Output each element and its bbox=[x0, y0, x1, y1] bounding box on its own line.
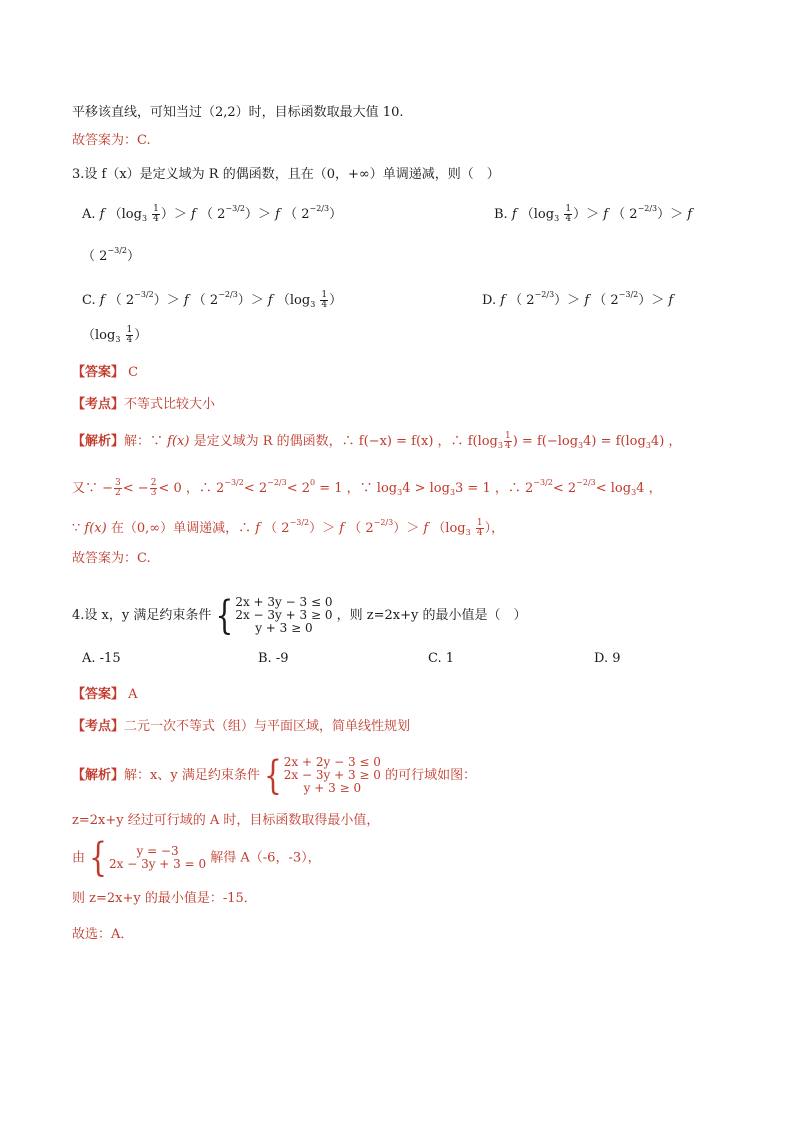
analysis-text: 解得 A（-6，-3）， bbox=[210, 850, 321, 866]
q4-analysis-1: 【解析】解：x、y 满足约束条件 { 2x + 2y − 3 ≤ 0 2x − 3y + 3 ≥ 0 y + 3 ≥ 0 的可行域如图： bbox=[72, 751, 477, 798]
q4-analysis-4: 则 z=2x+y 的最小值是：-15． bbox=[72, 891, 257, 906]
q4-analysis-3: 由 { y = −3 2x − 3y + 3 = 0 解得 A（-6，-3）， bbox=[72, 834, 321, 881]
constraint: 2x + 3y − 3 ≤ 0 bbox=[235, 595, 333, 609]
q4-analysis-5: 故选：A． bbox=[72, 927, 134, 942]
question-text: ，则 z=2x+y 的最小值是（ ） bbox=[336, 608, 527, 623]
constraint: 2x − 3y + 3 ≥ 0 bbox=[283, 768, 381, 782]
analysis-text: 的可行域如图： bbox=[385, 768, 477, 783]
question-4: 4.设 x，y 满足约束条件 { 2x + 3y − 3 ≤ 0 2x − 3y + 3 ≥ 0 y + 3 ≥ 0 ，则 z=2x+y 的最小值是（ ） bbox=[72, 591, 527, 638]
question-text: 4.设 x，y 满足约束条件 bbox=[72, 608, 212, 623]
q4-answer bbox=[72, 686, 138, 704]
analysis-text: 是定义域为 R 的偶函数，∴ bbox=[193, 434, 355, 449]
constraint: y + 3 ≥ 0 bbox=[255, 621, 313, 635]
q3-option-b-cont: （ $2^{-3/2}$） bbox=[82, 246, 140, 264]
q4-option-d: D. 9 bbox=[594, 651, 621, 666]
point-tag: 【考点】 bbox=[72, 719, 125, 734]
q3-option-d-cont: （$\log_3$ $\frac{1}{4}$ ） bbox=[82, 325, 148, 345]
q3-option-d: D. f （ $2^{-2/3})> f$ （ $2^{-3/2})> f$ bbox=[482, 290, 674, 308]
analysis-text: 解：∵ bbox=[124, 434, 164, 449]
equation: 2x − 3y + 3 = 0 bbox=[108, 857, 207, 871]
q3-answer bbox=[72, 364, 138, 382]
q4-option-b: B. -9 bbox=[258, 651, 289, 666]
option-label: D. bbox=[482, 293, 497, 308]
analysis-text: 解：x、y 满足约束条件 bbox=[124, 768, 260, 783]
conclusion-line: 故答案为：C. bbox=[72, 133, 151, 148]
text-line: 平移该直线，可知当过（2,2）时，目标函数取最大值 10. bbox=[72, 105, 404, 120]
q4-option-c: C. 1 bbox=[428, 651, 455, 666]
answer-tag: 【答案】 bbox=[72, 687, 125, 702]
question-3: 3.设 f（x）是定义域为 R 的偶函数，且在（0，+∞）单调递减，则（ ） bbox=[72, 167, 500, 182]
constraint: y + 3 ≥ 0 bbox=[303, 781, 362, 795]
q4-analysis-2: z=2x+y 经过可行域的 A 时，目标函数取得最小值， bbox=[72, 813, 380, 828]
analysis-tag: 【解析】 bbox=[72, 768, 125, 783]
q3-option-a: A. f （$\log_3$ $\frac{1}{4}$ ）＞ f （ $2^{-3/2})> f$ （ $2^{-2/3}$） bbox=[82, 204, 343, 224]
point-value: 不等式比较大小 bbox=[124, 397, 216, 412]
analysis-text: 由 bbox=[72, 850, 86, 866]
q3-conclusion: 故答案为：C. bbox=[72, 551, 151, 566]
constraint: 2x − 3y + 3 ≥ 0 bbox=[235, 608, 333, 622]
answer-value: C bbox=[128, 365, 139, 380]
q4-option-a: A. -15 bbox=[82, 651, 121, 666]
q3-option-b: B. f （$\log_3$ $\frac{1}{4}$ ）＞ f （ $2^{-2/3})> f$ bbox=[494, 204, 693, 224]
option-label: C. bbox=[82, 293, 96, 308]
option-label: B. bbox=[494, 207, 508, 222]
constraint: 2x + 2y − 3 ≤ 0 bbox=[283, 755, 381, 769]
solve-system bbox=[109, 845, 206, 871]
equation: y = −3 bbox=[136, 844, 179, 858]
q3-option-c: C. f （ $2^{-3/2})> f$ （ $2^{-2/3})> f$ （$\log_3$ $\frac{1}{4}$ ） bbox=[82, 290, 343, 310]
option-label: A. bbox=[82, 207, 96, 222]
q3-analysis-1: 【解析】解：∵ f(x) 是定义域为 R 的偶函数，∴ f(−x) = f(x) ，∴ $f(\log_3$ $\frac{1}{4}$ ) = $f(-\log_34) = f(\log_34)$ ， bbox=[72, 431, 682, 451]
point-value: 二元一次不等式（组）与平面区域，简单线性规划 bbox=[124, 719, 411, 734]
analysis-tag: 【解析】 bbox=[72, 434, 125, 449]
constraint-system bbox=[235, 596, 332, 635]
point-tag: 【考点】 bbox=[72, 397, 125, 412]
q3-analysis-2: 又∵ − $\frac{3}{2}$ < − $\frac{2}{3}$ < 0 ，∴ $2^{-3/2}< 2^{-2/3}< 2^0 = 1$ ，∵ $\log_34 > \log_33 = 1$ ，∴ $2^{-3/2}< 2^{-2/3}< \log_34$ ， bbox=[72, 478, 662, 498]
answer-value: A bbox=[128, 687, 138, 702]
constraint-system bbox=[284, 756, 381, 795]
answer-tag: 【答案】 bbox=[72, 365, 125, 380]
q3-point bbox=[72, 396, 215, 414]
q3-analysis-3: ∵ f(x) 在（0,∞）单调递减，∴ f （ $2^{-3/2})> f$ （ $2^{-2/3})> f$ （$\log_3$ $\frac{1}{4}$ ）， bbox=[72, 518, 505, 538]
q4-point bbox=[72, 718, 410, 736]
